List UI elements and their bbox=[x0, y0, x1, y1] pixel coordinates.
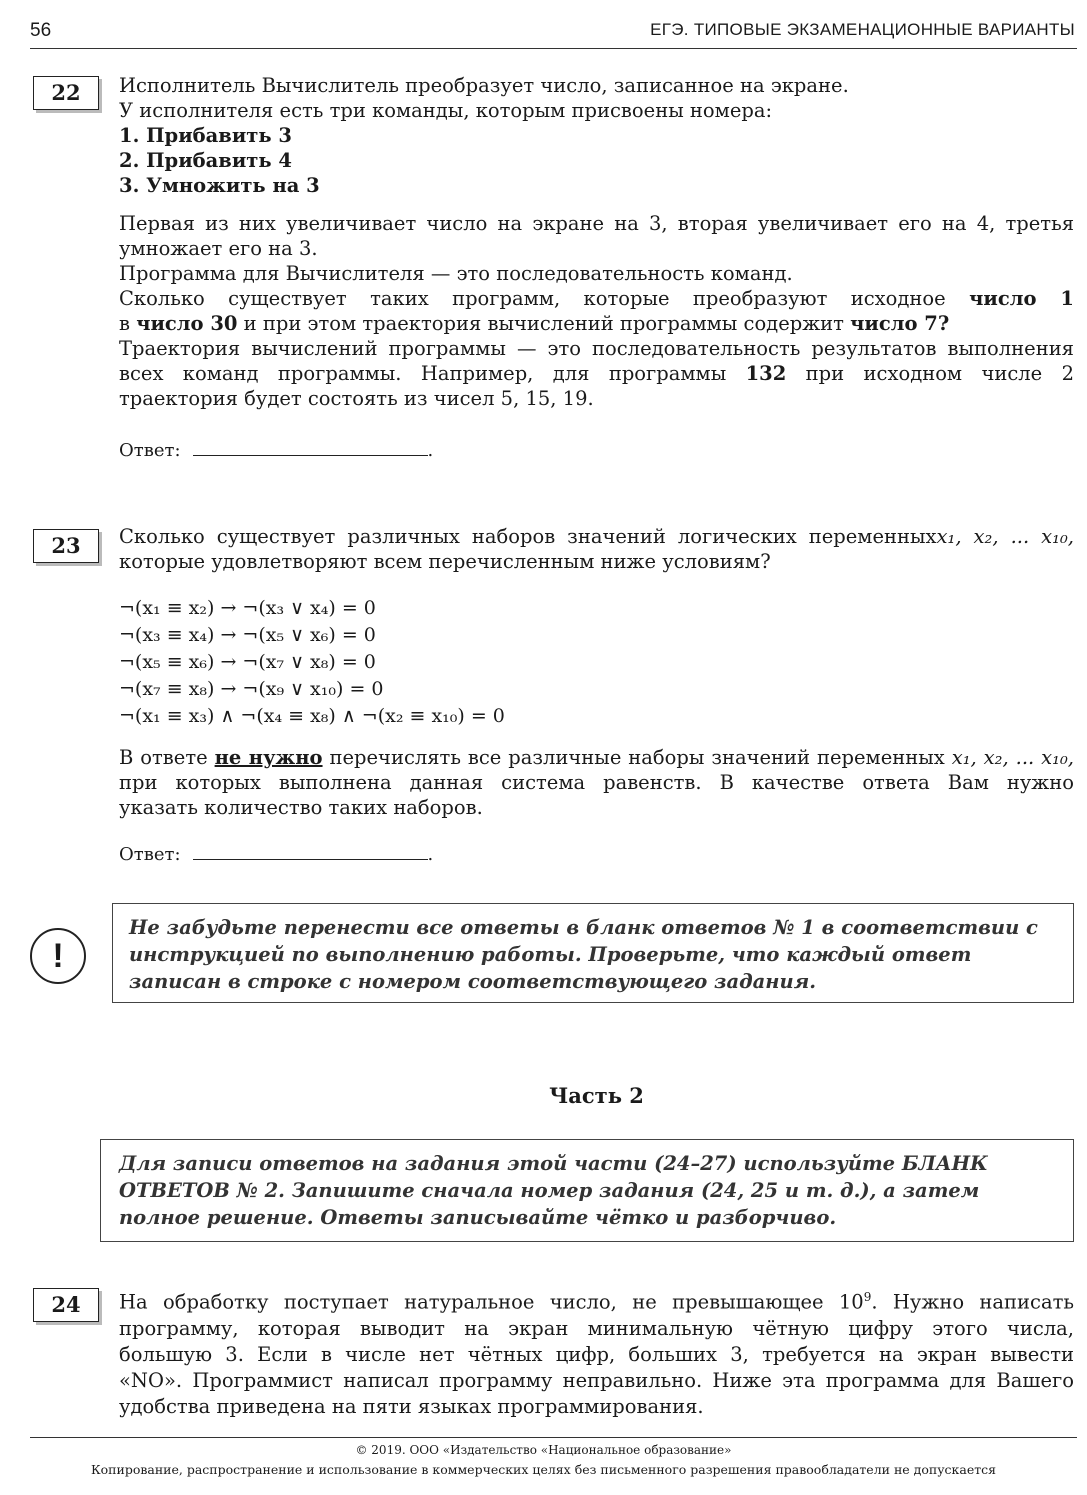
page-number: 56 bbox=[30, 20, 52, 41]
task-24-line: программу, которая выводит на экран минимальную чётную цифру этого числа, bbox=[119, 1316, 1074, 1340]
task-22-line: У исполнителя есть три команды, которым присвоены номера: bbox=[119, 99, 773, 122]
task-23-line: которые удовлетворяют всем перечисленным ниже условиям? bbox=[119, 550, 771, 573]
part-2-title: Часть 2 bbox=[549, 1083, 644, 1108]
task-24-line: удобства приведена на пяти языках программирования. bbox=[119, 1394, 704, 1418]
answer-line[interactable] bbox=[193, 445, 428, 456]
task-22-text bbox=[119, 73, 1074, 411]
task-24-number: 24 bbox=[33, 1288, 99, 1322]
task-22-question-line: в число 30 и при этом траектория вычислений программы содержит число 7? bbox=[119, 312, 950, 335]
task-22-question-line: Сколько существует таких программ, которые преобразуют исходное число 1 bbox=[119, 287, 1074, 310]
answer-transfer-notice: Не забудьте перенести все ответы в бланк ответов № 1 в соответствии с инструкцией по выполнению работы. Проверьте, что каждый ответ записан в строке с номером соответствующего задания. bbox=[112, 903, 1074, 1003]
task-24-line: «NO». Программист написал программу неправильно. Ниже эта программа для Вашего bbox=[119, 1368, 1074, 1392]
task-23-note-line: В ответе не нужно перечислять все различные наборы значений переменных x₁, x₂, ... x₁₀, bbox=[119, 746, 1075, 769]
task-23-note-line: указать количество таких наборов. bbox=[119, 796, 483, 819]
equation: ¬(x₇ ≡ x₈) → ¬(x₉ ∨ x₁₀) = 0 bbox=[119, 678, 384, 700]
task-22-line: Первая из них увеличивает число на экране на 3, вторая увеличивает его на 4, третья bbox=[119, 212, 1074, 235]
task-23-text bbox=[119, 524, 1074, 574]
exclamation-icon: ! bbox=[30, 928, 86, 984]
footer-copyright: © 2019. ООО «Издательство «Национальное образование» bbox=[355, 1443, 732, 1457]
equation-system bbox=[119, 595, 505, 730]
header-title: ЕГЭ. ТИПОВЫЕ ЭКЗАМЕНАЦИОННЫЕ ВАРИАНТЫ bbox=[650, 20, 1075, 39]
task-22-line: траектория будет состоять из чисел 5, 15, 19. bbox=[119, 387, 594, 410]
answer-label: Ответ: bbox=[119, 440, 181, 461]
footer-notice: Копирование, распространение и использование в коммерческих целях без письменного разрешения правообладатели не допускается bbox=[90, 1462, 997, 1477]
task-22-line: Траектория вычислений программы — это последовательность результатов выполнения bbox=[119, 337, 1074, 360]
equation: ¬(x₁ ≡ x₃) ∧ ¬(x₄ ≡ x₈) ∧ ¬(x₂ ≡ x₁₀) = 0 bbox=[119, 705, 505, 727]
footer-rule bbox=[30, 1437, 1077, 1438]
command-1: 1. Прибавить 3 bbox=[119, 124, 292, 147]
task-22-line: Исполнитель Вычислитель преобразует число, записанное на экране. bbox=[119, 74, 849, 97]
command-3: 3. Умножить на 3 bbox=[119, 174, 320, 197]
page-header bbox=[0, 0, 1087, 50]
task-22-line: умножает его на 3. bbox=[119, 237, 318, 260]
task-23-note-line: при которых выполнена данная система равенств. В качестве ответа Вам нужно bbox=[119, 771, 1074, 794]
task-22-line: всех команд программы. Например, для программы 132 при исходном числе 2 bbox=[119, 362, 1074, 385]
answer-label: Ответ: bbox=[119, 844, 181, 865]
task-23-line: Сколько существует различных наборов значений логических переменныхx₁, x₂, ... x₁₀, bbox=[119, 525, 1074, 548]
task-24-text bbox=[119, 1284, 1074, 1420]
header-rule bbox=[30, 48, 1077, 49]
equation: ¬(x₁ ≡ x₂) → ¬(x₃ ∨ x₄) = 0 bbox=[119, 597, 376, 619]
task-22-number: 22 bbox=[33, 76, 99, 110]
task-23-number: 23 bbox=[33, 529, 99, 563]
part-2-notice: Для записи ответов на задания этой части (24–27) используйте БЛАНК ОТВЕТОВ № 2. Запишите сначала номер задания (24, 25 и т. д.), а затем полное решение. Ответы записывайте чётко и разборчиво. bbox=[100, 1139, 1074, 1242]
task-23-note bbox=[119, 745, 1074, 820]
task-24-line: На обработку поступает натуральное число, не превышающее $10^9$. Нужно написать bbox=[119, 1290, 1074, 1314]
answer-line[interactable] bbox=[193, 849, 428, 860]
task-22-answer: Ответ: . bbox=[119, 440, 434, 461]
task-23-answer: Ответ: . bbox=[119, 844, 434, 865]
task-24-line: большую 3. Если в числе нет чётных цифр, больших 3, требуется на экран вывести bbox=[119, 1342, 1074, 1366]
command-2: 2. Прибавить 4 bbox=[119, 149, 292, 172]
equation: ¬(x₅ ≡ x₆) → ¬(x₇ ∨ x₈) = 0 bbox=[119, 651, 376, 673]
equation: ¬(x₃ ≡ x₄) → ¬(x₅ ∨ x₆) = 0 bbox=[119, 624, 376, 646]
task-22-line: Программа для Вычислителя — это последовательность команд. bbox=[119, 262, 793, 285]
